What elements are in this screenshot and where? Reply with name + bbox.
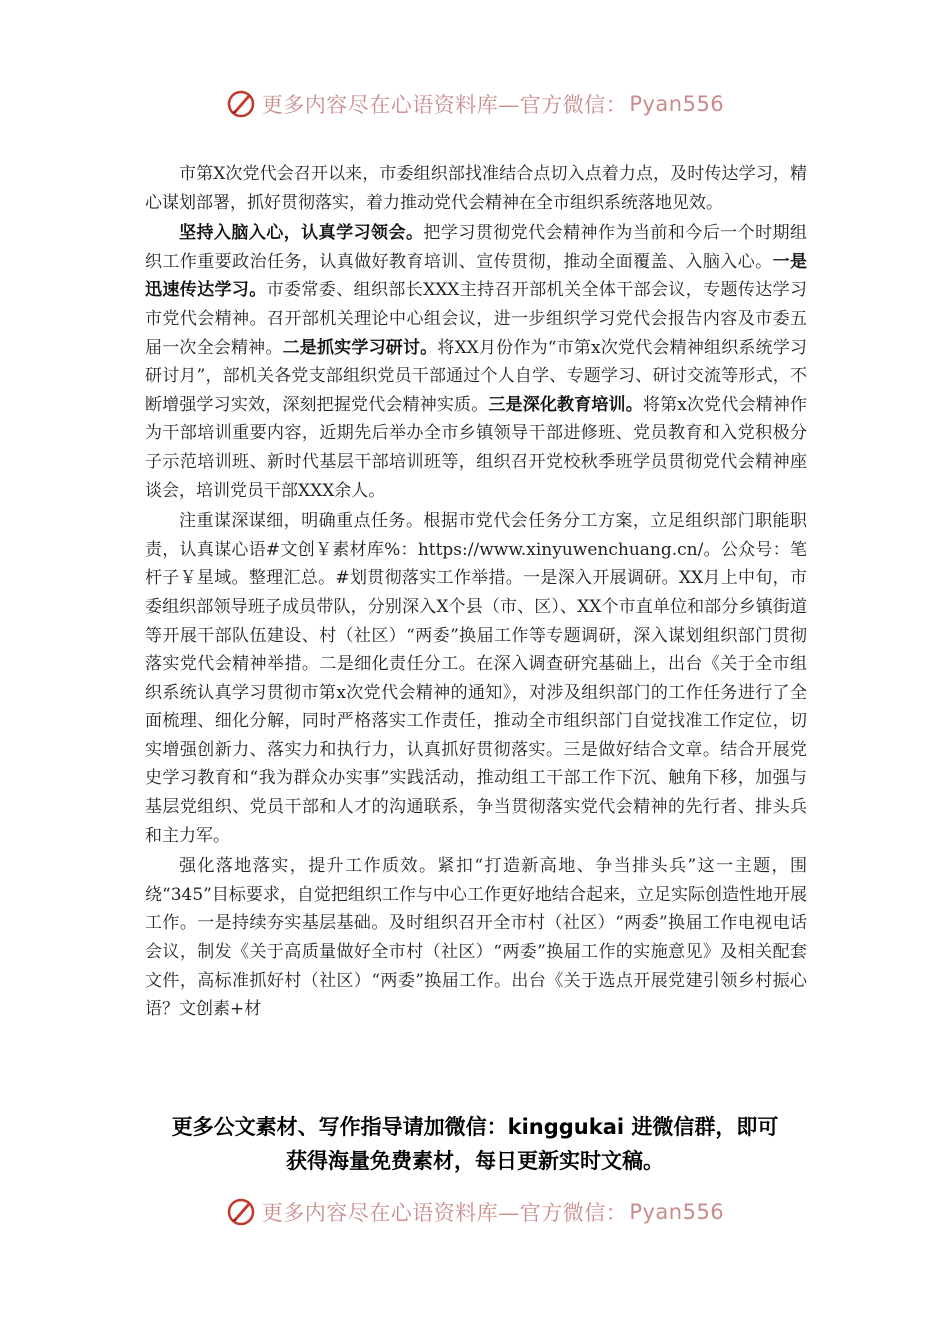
text-segment: 市第X次党代会召开以来，市委组织部找准结合点切入点着力点，及时传达学习，精心谋划部署，抓好贯彻落实，着力推动党代会精神在全市组织系统落地见效。	[145, 164, 807, 213]
paragraph	[145, 160, 807, 217]
promo-line-2: 获得海量免费素材，每日更新实时文稿。	[286, 1149, 664, 1173]
paragraph	[145, 507, 807, 850]
text-segment: 将XX月份作为“市第x次党代会精神组织系统学习研讨月”，部机关各党支部组织党员干部通过个人自学、专题学习、研讨交流等形式，不断增强学习实效，深刻把握党代会精神实质。	[145, 337, 808, 415]
watermark-wechat-id: Pyan556	[629, 92, 725, 116]
promo-line-1: 更多公文素材、写作指导请加微信：kinggukai 进微信群，即可	[171, 1115, 779, 1139]
paragraph	[145, 219, 807, 505]
text-segment: 注重谋深谋细，明确重点任务。根据市党代会任务分工方案，立足组织部门职能职责，认真谋心语#文创￥素材库%：https://www.xinyuwenchuang.cn/。公众号：笔杆子￥星域。整理汇总。#划贯彻落实工作举措。一是深入开展调研。XX月上中旬，市委组织部领导班子成员带队，分别深入X个县（市、区）、XX个市直单位和部分乡镇街道等开展干部队伍建设、村（社区）“两委”换届工作等专题调研，深入谋划组织部门贯彻落实党代会精神举措。二是细化责任分工。在深入调查研究基础上，出台《关于全市组织系统认真学习贯彻市第x次党代会精神的通知》，对涉及组织部门的工作任务进行了全面梳理、细化分解，同时严格落实工作责任，推动全市组织部门自觉找准工作定位，切实增强创新力、落实力和执行力，认真抓好贯彻落实。三是做好结合文章。结合开展党史学习教育和“我为群众办实事”实践活动，推动组工干部工作下沉、触角下移，加强与基层党组织、党员干部和人才的沟通联系，争当贯彻落实党代会精神的先行者、排头兵和主力军。	[145, 511, 807, 846]
watermark-text: 更多内容尽在心语资料库—官方微信：	[261, 1201, 628, 1225]
footer-watermark	[0, 1192, 950, 1232]
watermark-text: 更多内容尽在心语资料库—官方微信：	[261, 93, 628, 117]
pen-logo-icon	[226, 1197, 256, 1227]
header-watermark	[0, 84, 950, 124]
text-segment: 将第x次党代会精神作为干部培训重要内容，近期先后举办全市乡镇领导干部进修班、党员教育和入党积极分子示范培训班、新时代基层干部培训班等，组织召开党校秋季班学员贯彻党代会精神座谈会，培训党员干部XXX余人。	[145, 394, 808, 501]
article-body	[145, 160, 807, 1026]
watermark-wechat-id: Pyan556	[629, 1200, 725, 1224]
text-segment: 市委常委、组织部长XXX主持召开部机关全体干部会议，专题传达学习市党代会精神。召开部机关理论中心组会议，进一步组织学习党代会报告内容及市委五届一次全会精神。	[145, 280, 808, 358]
pen-logo-icon	[226, 89, 256, 119]
bold-heading-segment: 三是深化教育培训。	[488, 394, 643, 415]
text-segment: 强化落地落实，提升工作质效。紧扣“打造新高地、争当排头兵”这一主题，围绕“345”目标要求，自觉把组织工作与中心工作更好地结合起来，立足实际创造性地开展工作。一是持续夯实基层基础。及时组织召开全市村（社区）“两委”换届工作电视电话会议，制发《关于高质量做好全市村（社区）“两委”换届工作的实施意见》及相关配套文件，高标准抓好村（社区）“两委”换届工作。出台《关于选点开展党建引领乡村振心语？文创素+材	[145, 856, 807, 1020]
bold-heading-segment: 坚持入脑入心，认真学习领会。	[179, 223, 424, 244]
bold-heading-segment: 二是抓实学习研讨。	[282, 337, 438, 358]
paragraph	[145, 852, 807, 1024]
bold-heading-segment: 一是迅速传达学习。	[145, 251, 808, 301]
text-segment: 把学习贯彻党代会精神作为当前和今后一个时期组织工作重要政治任务，认真做好教育培训、宣传贯彻，推动全面覆盖、入脑入心。	[145, 223, 808, 272]
